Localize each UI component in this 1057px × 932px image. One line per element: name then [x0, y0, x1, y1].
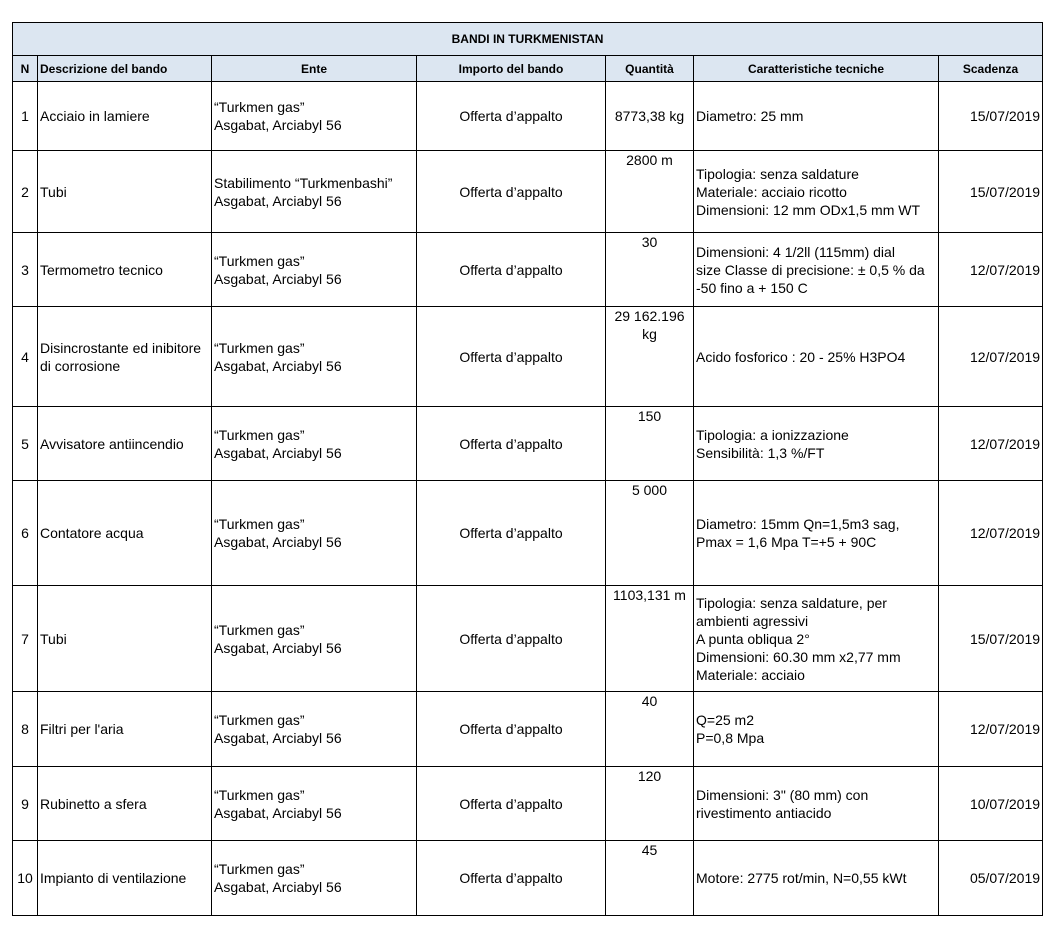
- cell-descrizione: [38, 692, 212, 767]
- cell-ente: [212, 233, 417, 307]
- quantita-text: 5 000: [631, 482, 668, 498]
- ente-line: “Turkmen gas”: [214, 99, 305, 115]
- cell-scadenza: [939, 767, 1043, 841]
- caratteristiche-line: Diametro: 15mm Qn=1,5m3 sag,: [696, 516, 900, 532]
- n-text: 9: [21, 795, 29, 812]
- header-caratteristiche: Caratteristiche tecniche: [694, 56, 939, 82]
- cell-scadenza: [939, 481, 1043, 586]
- ente-line: Asgabat, Arciabyl 56: [214, 534, 342, 550]
- n-text: 7: [21, 630, 29, 647]
- cell-descrizione: [38, 233, 212, 307]
- cell-n: [13, 586, 38, 692]
- cell-ente: [212, 692, 417, 767]
- ente-line: “Turkmen gas”: [214, 786, 305, 803]
- ente-line: Asgabat, Arciabyl 56: [214, 730, 342, 746]
- scadenza-text: 05/07/2019: [969, 870, 1041, 886]
- cell-scadenza: [939, 586, 1043, 692]
- quantita-text: 2800 m: [626, 152, 673, 168]
- quantita-text: 29 162.196 kg: [614, 308, 685, 342]
- cell-quantita: [606, 233, 694, 307]
- n-text: 8: [21, 721, 29, 737]
- descrizione-text: Termometro tecnico: [40, 261, 163, 278]
- caratteristiche-line: Acido fosforico : 20 - 25% H3PO4: [696, 348, 906, 365]
- caratteristiche-line: Sensibilità: 1,3 %/FT: [696, 444, 825, 461]
- cell-ente: [212, 82, 417, 151]
- ente-line: Asgabat, Arciabyl 56: [214, 192, 342, 209]
- cell-descrizione: [38, 307, 212, 407]
- caratteristiche-line: Dimensioni: 60.30 mm x2,77 mm: [696, 648, 901, 665]
- cell-scadenza: [939, 82, 1043, 151]
- cell-n: [13, 692, 38, 767]
- caratteristiche-line: P=0,8 Mpa: [696, 730, 765, 746]
- importo-text: Offerta d’appalto: [459, 183, 563, 200]
- importo-text: Offerta d’appalto: [459, 795, 563, 812]
- ente-line: Asgabat, Arciabyl 56: [214, 879, 342, 895]
- caratteristiche-line: ambienti agressivi: [696, 612, 809, 629]
- quantita-text: 45: [641, 842, 658, 858]
- table-row: [13, 407, 1043, 481]
- scadenza-text: 12/07/2019: [969, 348, 1041, 365]
- quantita-text: 1103,131 m: [613, 587, 686, 603]
- cell-caratteristiche: [694, 82, 939, 151]
- n-text: 4: [21, 348, 29, 365]
- caratteristiche-line: rivestimento antiacido: [696, 804, 832, 821]
- scadenza-text: 15/07/2019: [969, 108, 1041, 124]
- n-text: 6: [21, 525, 29, 541]
- cell-n: [13, 82, 38, 151]
- ente-line: Asgabat, Arciabyl 56: [214, 444, 342, 461]
- table-row: [13, 82, 1043, 151]
- cell-quantita: [606, 841, 694, 916]
- ente-line: Asgabat, Arciabyl 56: [214, 804, 342, 821]
- cell-caratteristiche: [694, 841, 939, 916]
- header-descrizione: Descrizione del bando: [38, 56, 212, 82]
- table-row: [13, 586, 1043, 692]
- n-text: 2: [21, 183, 29, 200]
- descrizione-text: Tubi: [40, 183, 67, 200]
- cell-importo: [417, 481, 606, 586]
- n-text: 5: [21, 435, 29, 452]
- caratteristiche-line: Motore: 2775 rot/min, N=0,55 kWt: [696, 870, 907, 886]
- cell-importo: [417, 692, 606, 767]
- header-importo: Importo del bando: [417, 56, 606, 82]
- bandi-table: [12, 22, 1043, 916]
- importo-text: Offerta d’appalto: [459, 261, 563, 278]
- ente-line: “Turkmen gas”: [214, 252, 305, 269]
- importo-text: Offerta d’appalto: [459, 435, 563, 452]
- importo-text: Offerta d’appalto: [459, 108, 563, 124]
- cell-descrizione: [38, 82, 212, 151]
- cell-caratteristiche: [694, 767, 939, 841]
- caratteristiche-line: Materiale: acciaio ricotto: [696, 183, 847, 200]
- header-quantita: Quantità: [606, 56, 694, 82]
- quantita-text: 8773,38 kg: [614, 108, 685, 124]
- cell-descrizione: [38, 151, 212, 233]
- table-row: [13, 233, 1043, 307]
- caratteristiche-line: Dimensioni: 4 1/2ll (115mm) dial: [696, 243, 895, 260]
- ente-line: “Turkmen gas”: [214, 516, 305, 532]
- table-row: [13, 767, 1043, 841]
- scadenza-text: 12/07/2019: [969, 721, 1041, 737]
- cell-quantita: [606, 151, 694, 233]
- cell-scadenza: [939, 407, 1043, 481]
- cell-ente: [212, 407, 417, 481]
- table-row: [13, 481, 1043, 586]
- descrizione-text: Avvisatore antiincendio: [40, 435, 184, 452]
- ente-line: Asgabat, Arciabyl 56: [214, 270, 342, 287]
- n-text: 1: [21, 108, 29, 124]
- cell-descrizione: [38, 407, 212, 481]
- cell-n: [13, 307, 38, 407]
- cell-quantita: [606, 307, 694, 407]
- header-ente: Ente: [212, 56, 417, 82]
- ente-line: “Turkmen gas”: [214, 426, 305, 443]
- cell-descrizione: [38, 767, 212, 841]
- importo-text: Offerta d’appalto: [459, 525, 563, 541]
- scadenza-text: 12/07/2019: [969, 261, 1041, 278]
- importo-text: Offerta d’appalto: [459, 348, 563, 365]
- quantita-text: 120: [637, 768, 662, 784]
- descrizione-text: Contatore acqua: [40, 525, 144, 541]
- ente-line: Asgabat, Arciabyl 56: [214, 639, 342, 656]
- caratteristiche-line: -50 fino a + 150 C: [696, 279, 808, 296]
- cell-n: [13, 233, 38, 307]
- ente-line: “Turkmen gas”: [214, 339, 305, 356]
- scadenza-text: 15/07/2019: [969, 630, 1041, 647]
- caratteristiche-line: Diametro: 25 mm: [696, 108, 804, 124]
- cell-caratteristiche: [694, 233, 939, 307]
- caratteristiche-line: Materiale: acciaio: [696, 666, 805, 683]
- cell-ente: [212, 307, 417, 407]
- scadenza-text: 15/07/2019: [969, 183, 1041, 200]
- cell-importo: [417, 233, 606, 307]
- cell-n: [13, 767, 38, 841]
- cell-descrizione: [38, 481, 212, 586]
- cell-importo: [417, 767, 606, 841]
- importo-text: Offerta d’appalto: [459, 630, 563, 647]
- cell-ente: [212, 767, 417, 841]
- descrizione-text: Filtri per l'aria: [40, 721, 124, 737]
- caratteristiche-line: Tipologia: a ionizzazione: [696, 426, 849, 443]
- cell-importo: [417, 307, 606, 407]
- cell-caratteristiche: [694, 151, 939, 233]
- quantita-text: 40: [641, 693, 658, 709]
- cell-descrizione: [38, 586, 212, 692]
- cell-scadenza: [939, 151, 1043, 233]
- cell-quantita: [606, 82, 694, 151]
- cell-scadenza: [939, 233, 1043, 307]
- cell-importo: [417, 82, 606, 151]
- cell-ente: [212, 841, 417, 916]
- ente-line: Asgabat, Arciabyl 56: [214, 117, 342, 133]
- cell-quantita: [606, 481, 694, 586]
- cell-ente: [212, 481, 417, 586]
- header-scadenza: Scadenza: [939, 56, 1043, 82]
- descrizione-text: Tubi: [40, 630, 67, 647]
- table-title: BANDI IN TURKMENISTAN: [13, 23, 1043, 56]
- descrizione-text: Disincrostante ed inibitore di corrosione: [40, 339, 202, 374]
- cell-caratteristiche: [694, 481, 939, 586]
- cell-scadenza: [939, 841, 1043, 916]
- cell-scadenza: [939, 692, 1043, 767]
- cell-quantita: [606, 692, 694, 767]
- descrizione-text: Acciaio in lamiere: [40, 108, 150, 124]
- caratteristiche-line: Dimensioni: 12 mm ODx1,5 mm WT: [696, 201, 921, 218]
- caratteristiche-line: A punta obliqua 2°: [696, 630, 810, 647]
- ente-line: Stabilimento “Turkmenbashi”: [214, 174, 393, 191]
- ente-line: Asgabat, Arciabyl 56: [214, 357, 342, 374]
- cell-importo: [417, 151, 606, 233]
- caratteristiche-line: Pmax = 1,6 Mpa T=+5 + 90C: [696, 534, 877, 550]
- cell-importo: [417, 407, 606, 481]
- caratteristiche-line: Q=25 m2: [696, 712, 754, 728]
- caratteristiche-line: size Classe di precisione: ± 0,5 % da: [696, 261, 925, 278]
- header-row: [13, 56, 1043, 82]
- cell-importo: [417, 586, 606, 692]
- importo-text: Offerta d’appalto: [459, 721, 563, 737]
- quantita-text: 30: [641, 234, 658, 250]
- cell-caratteristiche: [694, 692, 939, 767]
- importo-text: Offerta d’appalto: [459, 870, 563, 886]
- n-text: 3: [21, 261, 29, 278]
- cell-n: [13, 407, 38, 481]
- cell-quantita: [606, 767, 694, 841]
- cell-n: [13, 151, 38, 233]
- table-row: [13, 692, 1043, 767]
- caratteristiche-line: Dimensioni: 3" (80 mm) con: [696, 786, 869, 803]
- cell-quantita: [606, 586, 694, 692]
- cell-n: [13, 481, 38, 586]
- ente-line: “Turkmen gas”: [214, 621, 305, 638]
- header-n: N: [13, 56, 38, 82]
- descrizione-text: Impianto di ventilazione: [40, 870, 187, 886]
- cell-caratteristiche: [694, 407, 939, 481]
- cell-ente: [212, 151, 417, 233]
- descrizione-text: Rubinetto a sfera: [40, 795, 147, 812]
- scadenza-text: 12/07/2019: [969, 525, 1041, 541]
- caratteristiche-line: Tipologia: senza saldature: [696, 165, 859, 182]
- n-text: 10: [17, 870, 33, 886]
- cell-caratteristiche: [694, 307, 939, 407]
- cell-n: [13, 841, 38, 916]
- ente-line: “Turkmen gas”: [214, 861, 305, 877]
- table-row: [13, 151, 1043, 233]
- cell-importo: [417, 841, 606, 916]
- quantita-text: 150: [637, 408, 662, 424]
- scadenza-text: 12/07/2019: [969, 435, 1041, 452]
- cell-caratteristiche: [694, 586, 939, 692]
- cell-descrizione: [38, 841, 212, 916]
- ente-line: “Turkmen gas”: [214, 712, 305, 728]
- table-row: [13, 307, 1043, 407]
- cell-ente: [212, 586, 417, 692]
- cell-scadenza: [939, 307, 1043, 407]
- table-row: [13, 841, 1043, 916]
- scadenza-text: 10/07/2019: [969, 795, 1041, 812]
- caratteristiche-line: Tipologia: senza saldature, per: [696, 594, 887, 611]
- cell-quantita: [606, 407, 694, 481]
